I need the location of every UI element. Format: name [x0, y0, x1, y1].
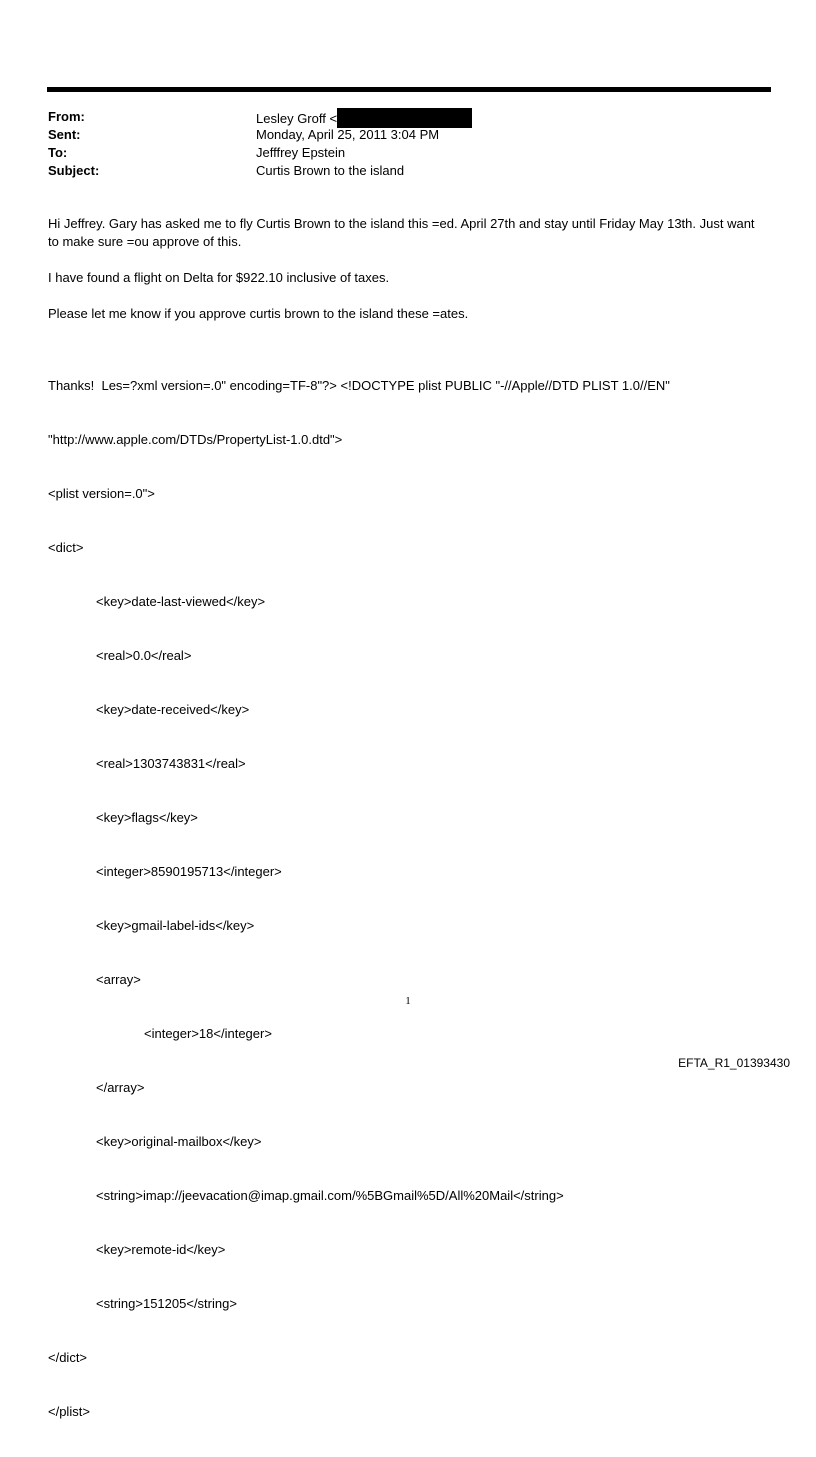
- from-label: From:: [48, 109, 85, 124]
- from-value: [256, 108, 472, 126]
- header-rule: [47, 87, 771, 92]
- code-line: <integer>8590195713</integer>: [96, 864, 282, 879]
- plist-block: [48, 341, 768, 1457]
- to-label: To:: [48, 145, 68, 160]
- code-line: <real>1303743831</real>: [96, 756, 246, 771]
- code-line: <key>gmail-label-ids</key>: [96, 918, 255, 933]
- body-paragraph-2: I have found a flight on Delta for $922.10 inclusive of taxes.: [48, 270, 390, 285]
- email-body: [48, 215, 768, 1457]
- subject-row: [48, 162, 472, 180]
- to-row: [48, 144, 472, 162]
- sent-row: [48, 126, 472, 144]
- body-paragraph-1: Hi Jeffrey. Gary has asked me to fly Curtis Brown to the island this =ed. April 27th and stay until Friday May 13th. Just want to make sure =ou approve of this.: [48, 216, 755, 249]
- code-line: <real>0.0</real>: [96, 648, 192, 663]
- subject-label: Subject:: [48, 163, 100, 178]
- code-line: <string>imap://jeevacation@imap.gmail.com/%5BGmail%5D/All%20Mail</string>: [96, 1188, 564, 1203]
- redaction-box: [337, 108, 472, 128]
- code-line: <string>151205</string>: [96, 1296, 237, 1311]
- sent-label: Sent:: [48, 127, 81, 142]
- code-line: <key>flags</key>: [96, 810, 198, 825]
- code-line: </plist>: [48, 1404, 90, 1419]
- code-line: <key>date-last-viewed</key>: [96, 594, 266, 609]
- page-number: 1: [405, 995, 411, 1007]
- code-line: <key>date-received</key>: [96, 702, 250, 717]
- to-value: Jefffrey Epstein: [256, 145, 346, 160]
- code-line: <plist version=.0">: [48, 486, 155, 501]
- code-line: <key>remote-id</key>: [96, 1242, 226, 1257]
- from-name: Lesley Groff <: [256, 111, 338, 126]
- subject-value: Curtis Brown to the island: [256, 163, 405, 178]
- email-header: [48, 108, 472, 180]
- code-line: <dict>: [48, 540, 84, 555]
- bates-number: EFTA_R1_01393430: [678, 1056, 790, 1070]
- code-line: <key>original-mailbox</key>: [96, 1134, 262, 1149]
- body-paragraph-3: Please let me know if you approve curtis brown to the island these =ates.: [48, 306, 469, 321]
- from-row: [48, 108, 472, 126]
- code-line: Thanks! Les=?xml version=.0" encoding=TF-8"?> <!DOCTYPE plist PUBLIC "-//Apple//DTD PLIST 1.0//EN": [48, 378, 670, 393]
- code-line: "http://www.apple.com/DTDs/PropertyList-1.0.dtd">: [48, 432, 343, 447]
- code-line: </dict>: [48, 1350, 88, 1365]
- code-line: </array>: [96, 1080, 145, 1095]
- sent-value: Monday, April 25, 2011 3:04 PM: [256, 127, 440, 142]
- code-line: <integer>18</integer>: [144, 1026, 272, 1041]
- code-line: <array>: [96, 972, 141, 987]
